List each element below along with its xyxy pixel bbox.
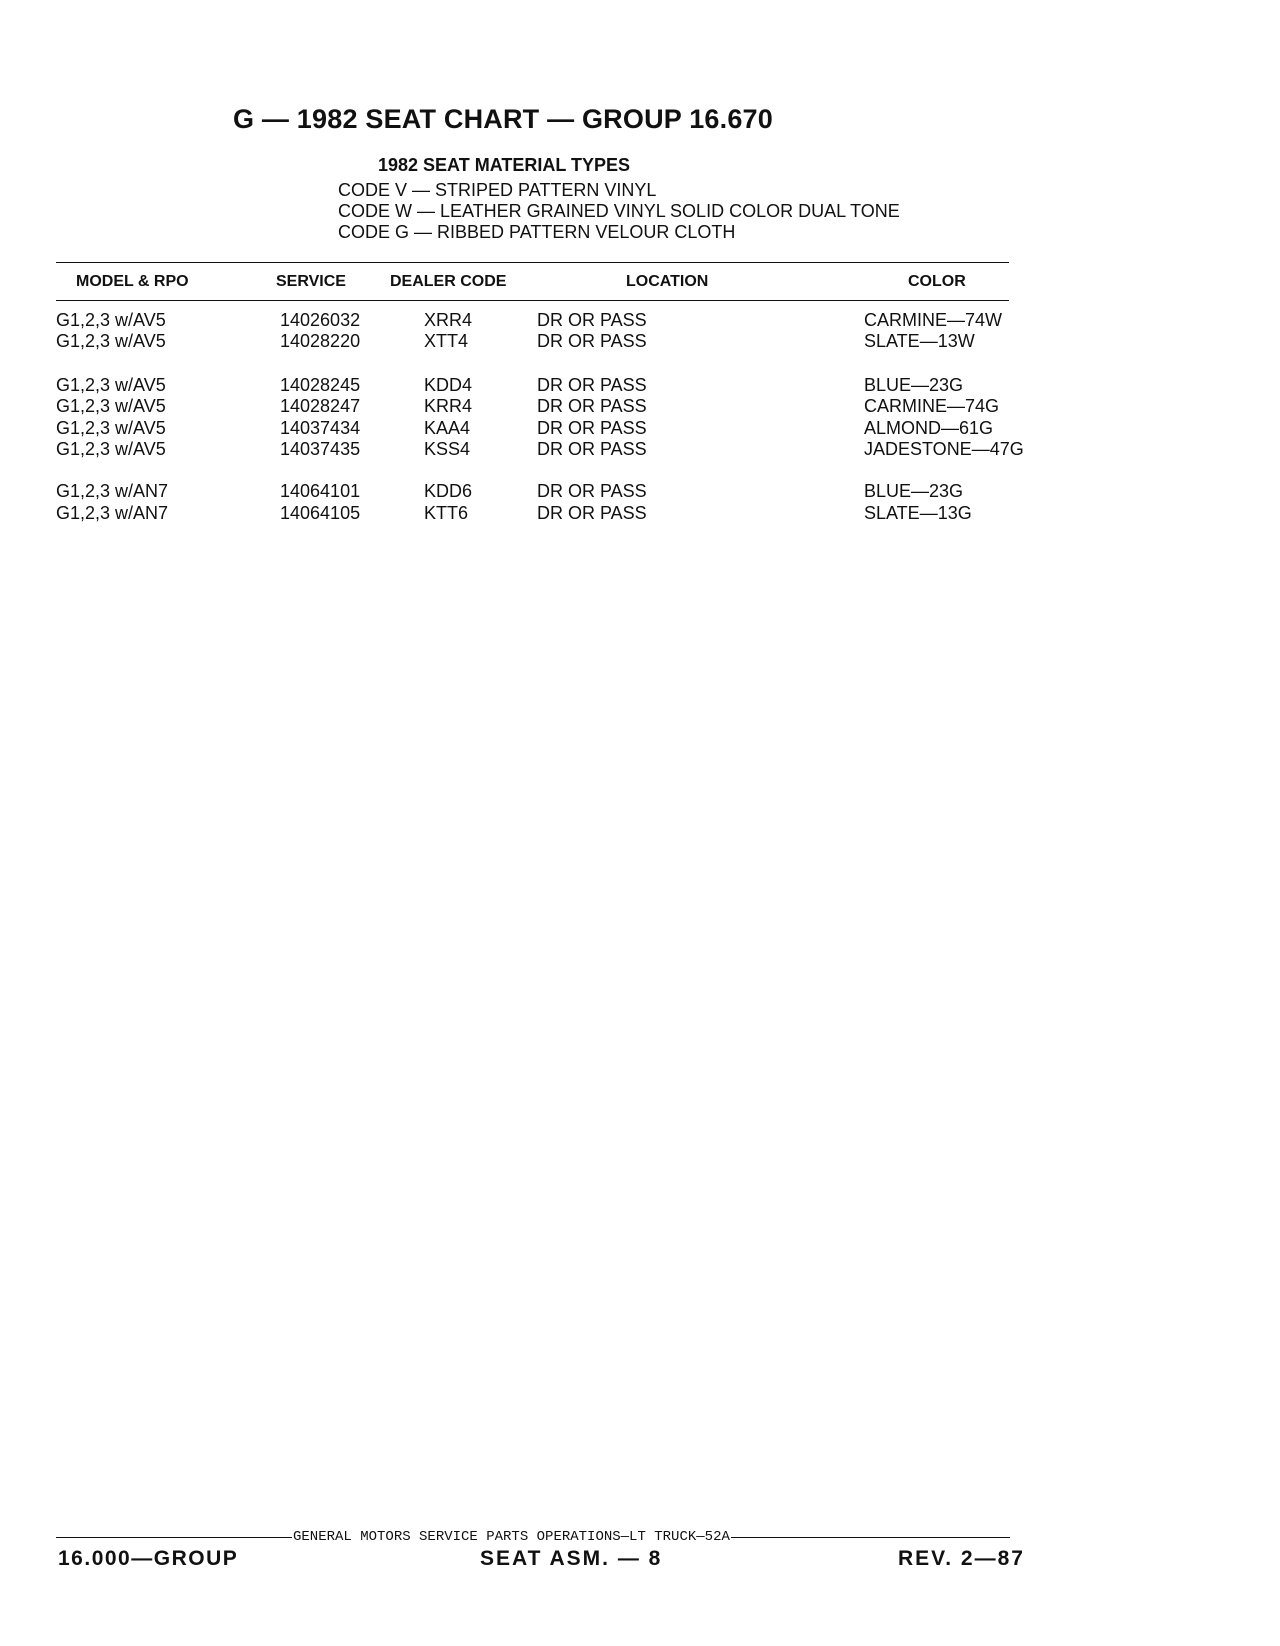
header-location: LOCATION xyxy=(626,273,709,290)
cell-dealer-code: XTT4 xyxy=(424,331,469,351)
header-color: COLOR xyxy=(908,273,966,290)
table-top-rule xyxy=(56,262,1009,263)
table-row xyxy=(0,310,1280,331)
table-row xyxy=(0,439,1280,460)
cell-model: G1,2,3 w/AV5 xyxy=(56,310,166,330)
table-header-rule xyxy=(56,300,1009,301)
footer-organization: GENERAL MOTORS SERVICE PARTS OPERATIONS—LT TRUCK—52A xyxy=(293,1529,730,1545)
cell-color: BLUE—23G xyxy=(864,481,964,501)
footer-section: SEAT ASM. — 8 xyxy=(480,1547,663,1570)
cell-color: SLATE—13W xyxy=(864,331,975,351)
cell-dealer-code: KRR4 xyxy=(424,396,473,416)
material-code-v: CODE V — STRIPED PATTERN VINYL xyxy=(338,180,657,200)
cell-location: DR OR PASS xyxy=(537,418,647,438)
cell-color: ALMOND—61G xyxy=(864,418,994,438)
cell-location: DR OR PASS xyxy=(537,481,647,501)
page-title: G — 1982 SEAT CHART — GROUP 16.670 xyxy=(233,104,773,134)
cell-color: BLUE—23G xyxy=(864,375,964,395)
table-row xyxy=(0,375,1280,396)
cell-model: G1,2,3 w/AV5 xyxy=(56,439,166,459)
table-row xyxy=(0,503,1280,524)
footer-revision: REV. 2—87 xyxy=(898,1547,1025,1570)
cell-dealer-code: KSS4 xyxy=(424,439,471,459)
cell-location: DR OR PASS xyxy=(537,375,647,395)
cell-location: DR OR PASS xyxy=(537,331,647,351)
header-model-rpo: MODEL & RPO xyxy=(76,273,189,290)
material-code-g: CODE G — RIBBED PATTERN VELOUR CLOTH xyxy=(338,222,736,242)
cell-dealer-code: KAA4 xyxy=(424,418,471,438)
cell-service: 14064105 xyxy=(280,503,361,523)
cell-model: G1,2,3 w/AV5 xyxy=(56,375,166,395)
cell-location: DR OR PASS xyxy=(537,310,647,330)
header-service: SERVICE xyxy=(276,273,346,290)
cell-location: DR OR PASS xyxy=(537,439,647,459)
table-row xyxy=(0,396,1280,417)
table-row xyxy=(0,418,1280,439)
cell-dealer-code: XRR4 xyxy=(424,310,473,330)
material-code-list xyxy=(338,180,900,243)
footer-group: 16.000—GROUP xyxy=(58,1547,239,1570)
cell-color: JADESTONE—47G xyxy=(864,439,1024,459)
cell-dealer-code: KTT6 xyxy=(424,503,469,523)
cell-dealer-code: KDD4 xyxy=(424,375,473,395)
cell-model: G1,2,3 w/AN7 xyxy=(56,503,169,523)
header-dealer-code: DEALER CODE xyxy=(390,273,507,290)
cell-service: 14037435 xyxy=(280,439,361,459)
material-types-heading: 1982 SEAT MATERIAL TYPES xyxy=(378,155,631,175)
cell-model: G1,2,3 w/AV5 xyxy=(56,331,166,351)
cell-color: CARMINE—74W xyxy=(864,310,1003,330)
cell-service: 14028220 xyxy=(280,331,361,351)
cell-dealer-code: KDD6 xyxy=(424,481,473,501)
cell-location: DR OR PASS xyxy=(537,503,647,523)
cell-location: DR OR PASS xyxy=(537,396,647,416)
cell-service: 14026032 xyxy=(280,310,361,330)
cell-color: CARMINE—74G xyxy=(864,396,1000,416)
cell-service: 14064101 xyxy=(280,481,361,501)
cell-color: SLATE—13G xyxy=(864,503,972,523)
cell-model: G1,2,3 w/AV5 xyxy=(56,418,166,438)
cell-service: 14028245 xyxy=(280,375,361,395)
cell-service: 14037434 xyxy=(280,418,361,438)
cell-model: G1,2,3 w/AV5 xyxy=(56,396,166,416)
cell-model: G1,2,3 w/AN7 xyxy=(56,481,169,501)
table-row xyxy=(0,481,1280,502)
cell-service: 14028247 xyxy=(280,396,361,416)
material-code-w: CODE W — LEATHER GRAINED VINYL SOLID COLOR DUAL TONE xyxy=(338,201,900,221)
table-row xyxy=(0,331,1280,352)
